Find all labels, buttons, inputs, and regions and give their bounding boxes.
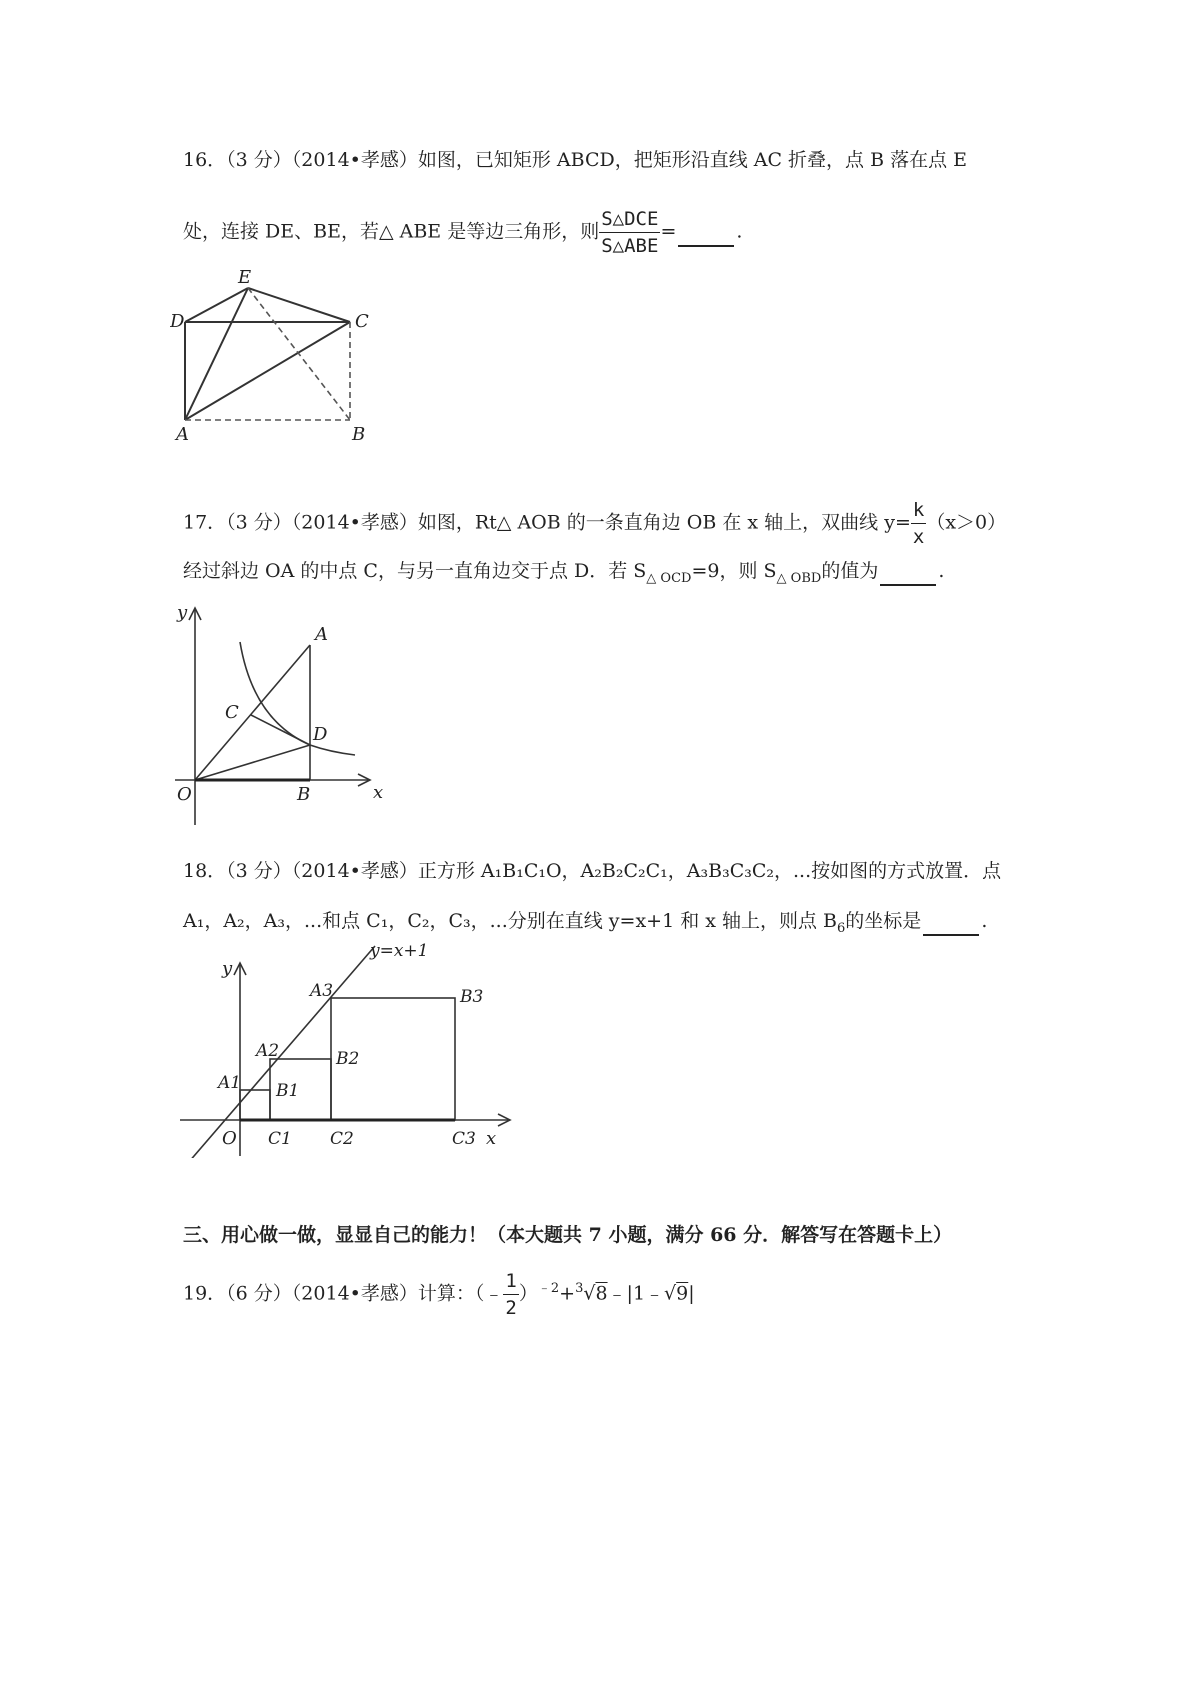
- q17-line2: 经过斜边 OA 的中点 C，与另一直角边交于点 D．若 $S_{\triangle OCD}=9$，则 $S_{\triangle OBD}$的值为 .: [183, 560, 945, 586]
- label-A3: A3: [310, 981, 334, 1001]
- q17-line1: 17．（3 分）（2014•孝感）如图，Rt△ AOB 的一条直角边 OB 在 x 轴上，双曲线 y= $\frac{k}{x}$ （x＞0）: [183, 499, 1007, 548]
- label-y: y: [222, 958, 233, 979]
- q16-line2: 处，连接 DE、BE，若△ ABE 是等边三角形，则 $\frac{\text{S△DCE}}{\text{S△ABE}}$ = .: [183, 208, 743, 257]
- area-ratio-fraction: $\frac{\text{S△DCE}}{\text{S△ABE}}$: [601, 208, 659, 257]
- q18-line1: 18．（3 分）（2014•孝感）正方形 A₁B₁C₁O，A₂B₂C₂C₁，A₃B₃C₃C₂，...按如图的方式放置．点: [183, 860, 1002, 882]
- label-B3: B3: [460, 987, 484, 1007]
- label-B: B: [352, 424, 366, 445]
- label-B: B: [297, 784, 311, 805]
- label-D: D: [313, 724, 328, 745]
- q17-hyperbola-figure: [175, 600, 395, 830]
- label-D: D: [170, 311, 185, 332]
- answer-blank: [923, 908, 979, 936]
- section-3-heading: 三、用心做一做，显显自己的能力！（本大题共 7 小题，满分 66 分．解答写在答题卡上）: [183, 1224, 953, 1246]
- label-A: A: [315, 624, 328, 645]
- cube-root-sign: √: [583, 1282, 596, 1305]
- label-E: E: [238, 267, 252, 288]
- q16-line1: 16．（3 分）（2014•孝感）如图，已知矩形 ABCD，把矩形沿直线 AC 折叠，点 B 落在点 E: [183, 149, 968, 171]
- label-C1: C1: [268, 1129, 292, 1149]
- label-O: O: [177, 784, 192, 805]
- label-C2: C2: [330, 1129, 354, 1149]
- label-C3: C3: [452, 1129, 476, 1149]
- one-half-fraction: $\frac{1}{2}$: [505, 1270, 517, 1319]
- q16-rectangle-fold-figure: [170, 265, 410, 445]
- answer-blank: [678, 219, 734, 247]
- label-B2: B2: [336, 1049, 360, 1069]
- square-root-sign: √: [664, 1282, 677, 1305]
- label-line: y=x+1: [370, 941, 429, 961]
- q18-squares-figure: [180, 938, 520, 1158]
- label-x: x: [486, 1128, 497, 1149]
- label-O: O: [222, 1128, 237, 1149]
- label-A1: A1: [218, 1073, 242, 1093]
- label-x: x: [373, 782, 384, 803]
- q18-line2: A₁，A₂，A₃，...和点 C₁，C₂，C₃，...分别在直线 y=x+1 和 x 轴上，则点 $B_6$的坐标是 .: [183, 910, 988, 936]
- label-C: C: [225, 702, 239, 723]
- label-C: C: [355, 311, 369, 332]
- label-y: y: [177, 602, 188, 623]
- answer-blank: [880, 558, 936, 586]
- label-A2: A2: [256, 1041, 280, 1061]
- q19-line: 19．（6 分）（2014•孝感）计算：（﹣ $\frac{1}{2}$ ）$^{﹣2}$+$^3$√8﹣|1﹣√9|: [183, 1270, 695, 1319]
- label-B1: B1: [276, 1081, 300, 1101]
- label-A: A: [176, 424, 189, 445]
- k-over-x-fraction: $\frac{k}{x}$: [912, 499, 925, 548]
